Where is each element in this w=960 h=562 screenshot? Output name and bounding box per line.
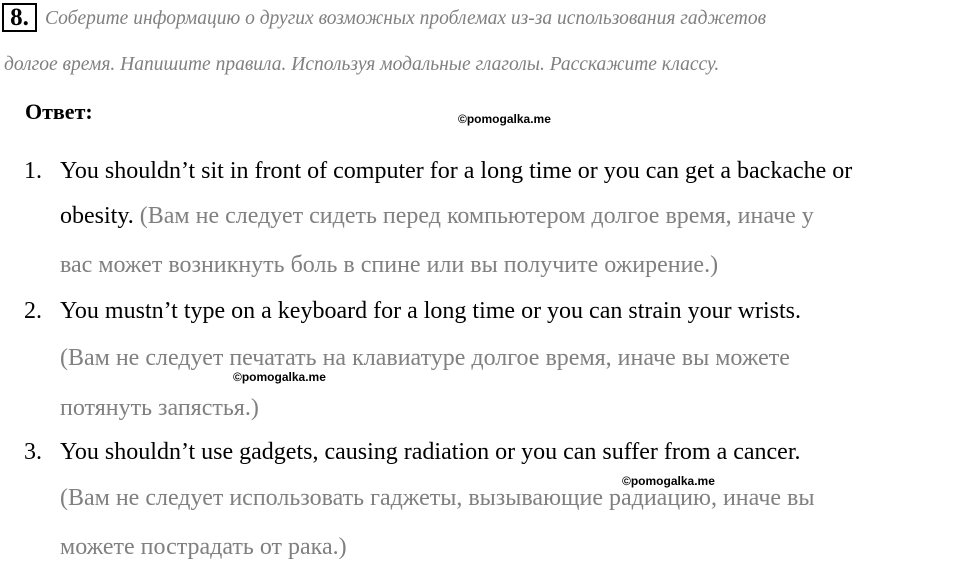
answer-english: obesity. [60,203,134,229]
answer-translation: можете пострадать от рака.) [60,534,347,560]
list-item-number: 3. [24,439,42,465]
task-text-line-1: Соберите информацию о других возможных проблемах из-за использования гаджетов [45,8,767,29]
answer-translation: вас может возникнуть боль в спине или вы получите ожирение.) [60,252,719,278]
answer-line [60,203,814,230]
watermark: ©pomogalka.me [233,370,326,384]
task-text-line-2: долгое время. Напишите правила. Используя модальные глаголы. Расскажите классу. [4,54,720,75]
task-number-box: 8. [2,3,37,32]
answer-english: You shouldn’t use gadgets, causing radiation or you can suffer from a cancer. [60,439,801,465]
answer-label: Ответ: [25,99,93,124]
answer-translation: (Вам не следует печатать на клавиатуре долгое время, иначе вы можете [60,345,790,371]
watermark: ©pomogalka.me [458,112,551,126]
list-item-number: 2. [24,298,42,324]
answer-translation: потянуть запястья.) [60,395,259,421]
answer-translation: (Вам не следует использовать гаджеты, вызывающие радиацию, иначе вы [60,485,815,511]
watermark: ©pomogalka.me [622,474,715,488]
answer-english: You shouldn’t sit in front of computer for a long time or you can get a backache or [60,158,853,184]
answer-english: You mustn’t type on a keyboard for a long time or you can strain your wrists. [60,298,802,324]
answer-translation: (Вам не следует сидеть перед компьютером долгое время, иначе у [133,203,814,229]
list-item-number: 1. [24,158,42,184]
